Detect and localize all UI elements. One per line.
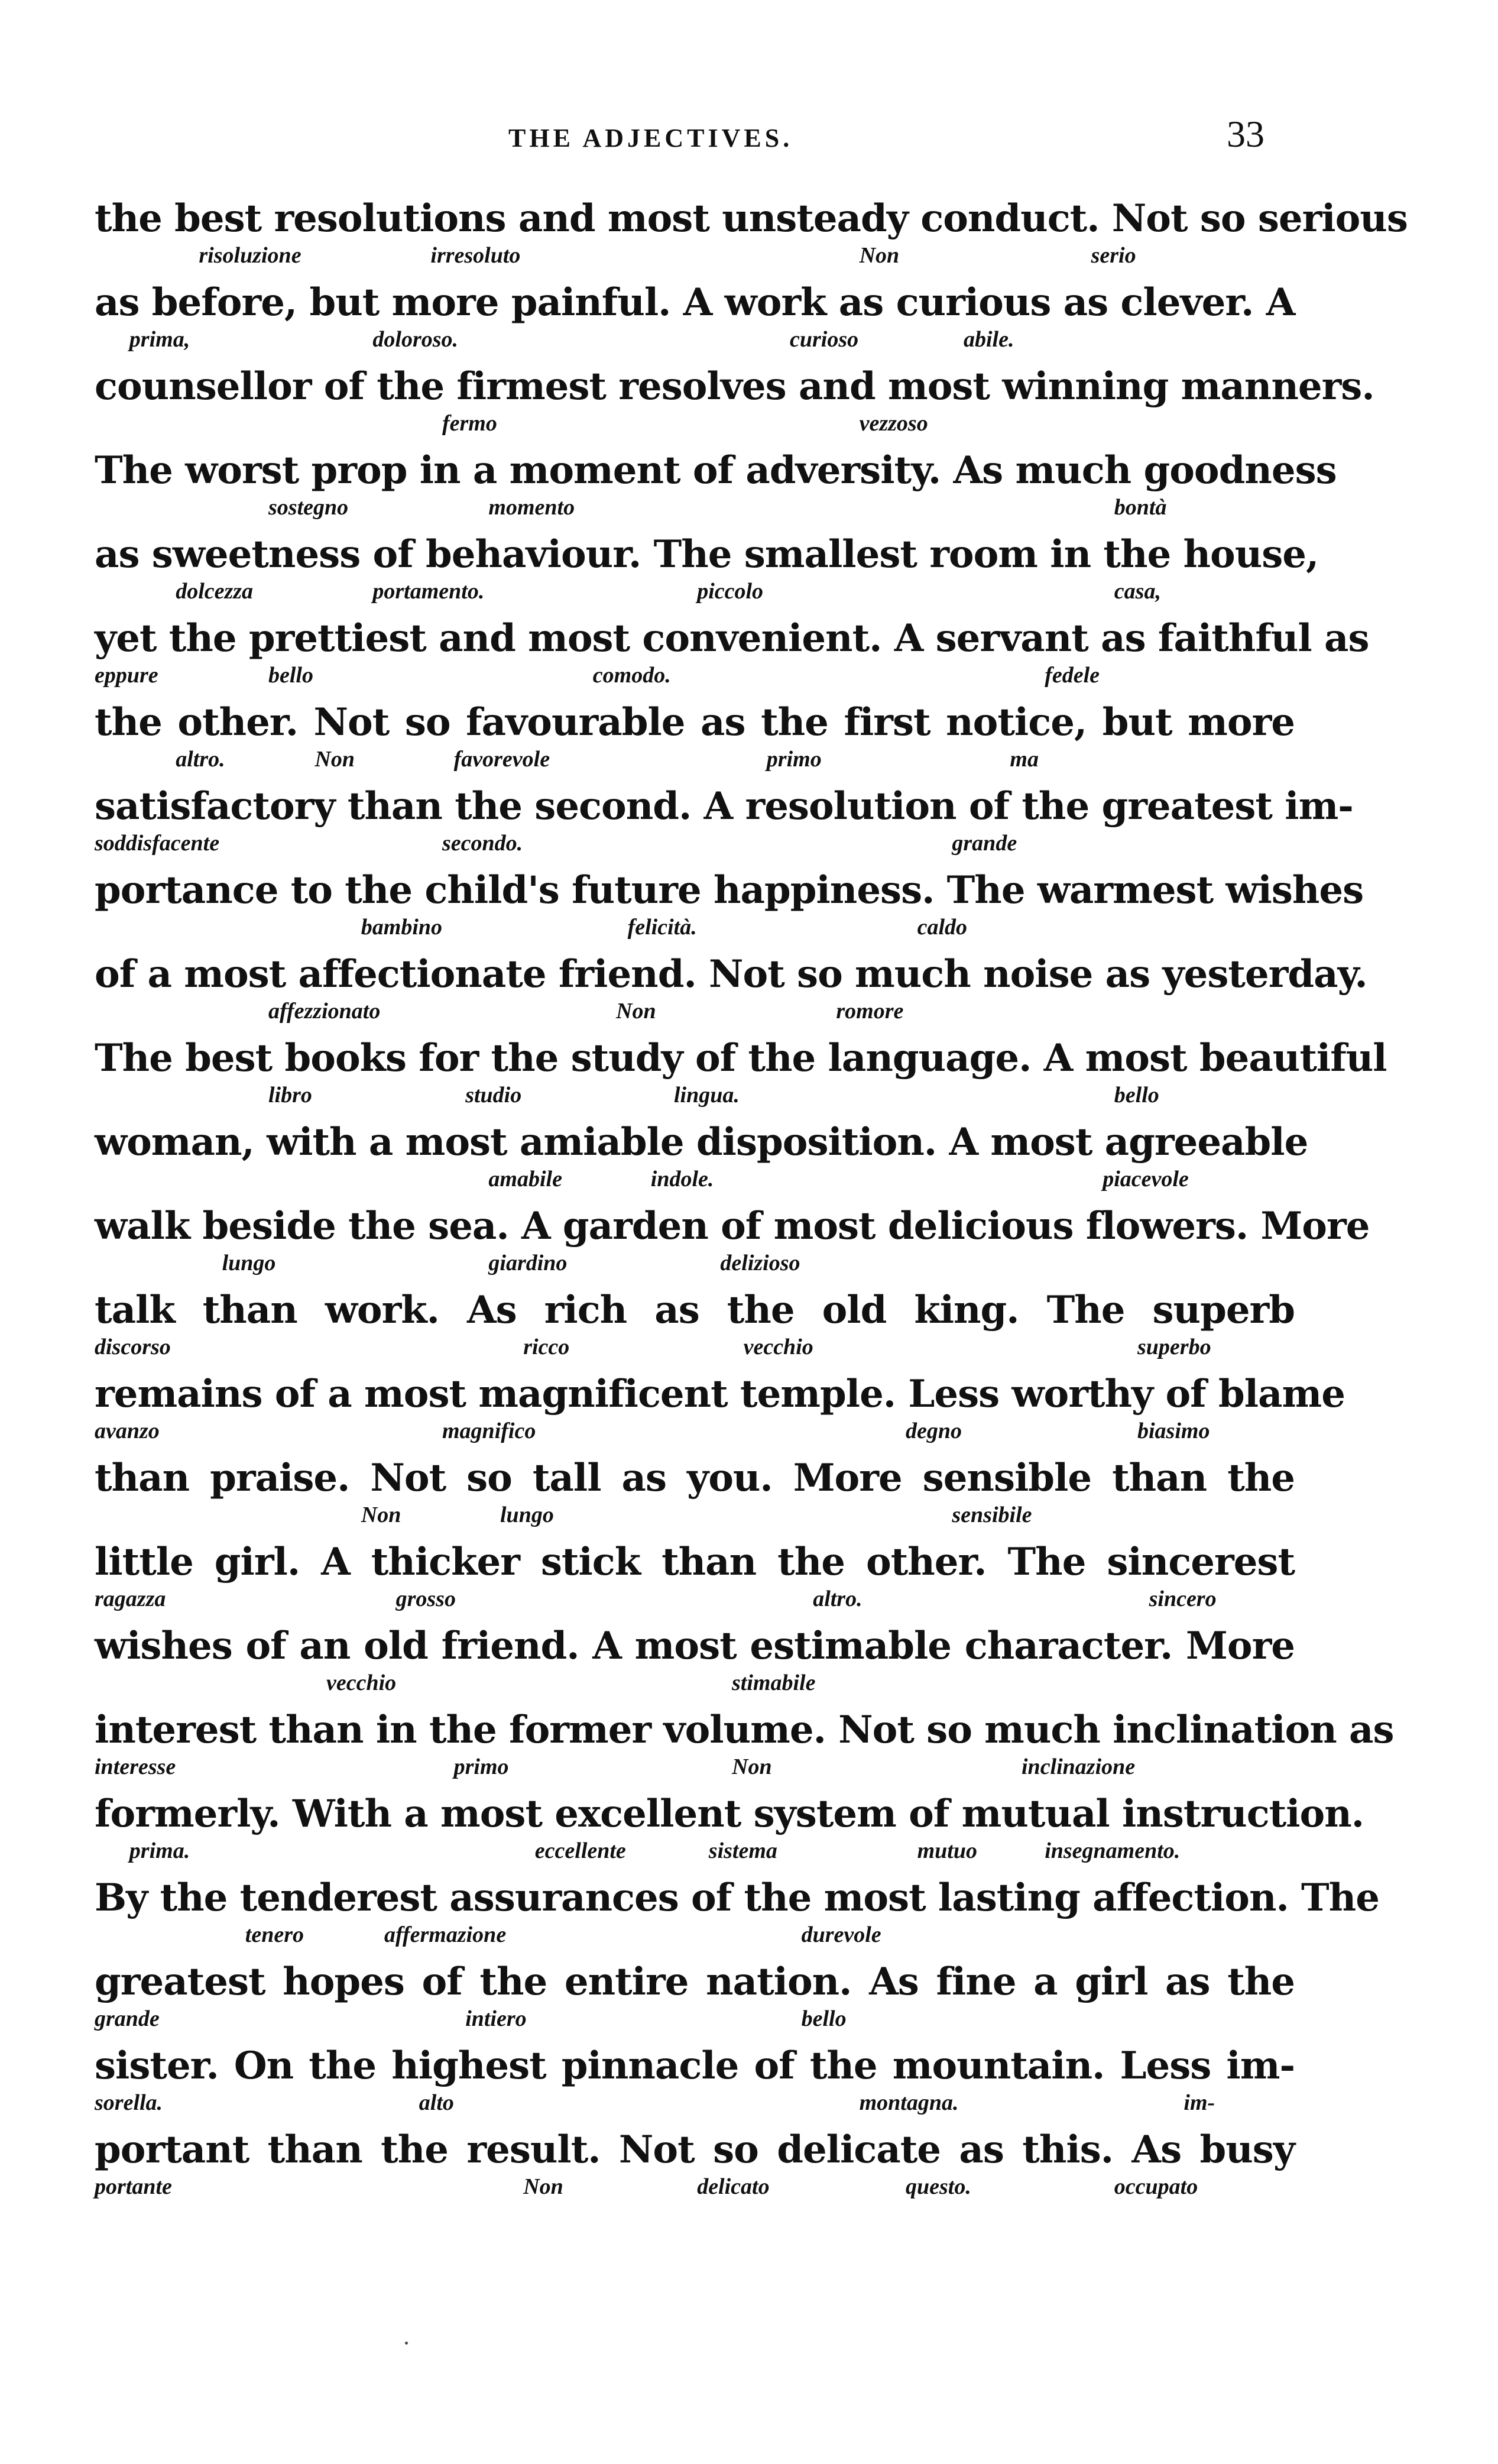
italian-gloss: Non	[859, 243, 900, 268]
italian-gloss: delicato	[697, 2174, 770, 2199]
text-line	[95, 363, 1374, 447]
english-line: than praise. Not so tall as you. More sensible than the	[95, 1456, 1295, 1500]
italian-gloss: questo.	[906, 2174, 971, 2199]
italian-gloss: momento	[488, 495, 575, 520]
italian-gloss: romore	[836, 999, 904, 1024]
italian-gloss: prima.	[129, 1838, 190, 1863]
english-line: talk than work. As rich as the old king. The superb	[95, 1288, 1295, 1332]
italian-gloss: discorso	[95, 1335, 171, 1359]
italian-gloss: occupato	[1114, 2174, 1198, 2199]
italian-gloss: alto	[419, 2090, 454, 2115]
text-line	[95, 1455, 1295, 1539]
italian-gloss: portante	[95, 2174, 172, 2199]
italian-gloss: primo	[453, 1754, 509, 1779]
italian-gloss: superbo	[1137, 1335, 1211, 1359]
english-line: counsellor of the firmest resolves and most winning manners.	[95, 364, 1374, 409]
italian-gloss: studio	[465, 1083, 522, 1108]
italian-gloss: vecchio	[743, 1335, 813, 1359]
english-line: little girl. A thicker stick than the other. The sincerest	[95, 1540, 1295, 1584]
running-header	[0, 113, 1498, 166]
italian-gloss: fedele	[1045, 663, 1100, 688]
italian-gloss: sorella.	[95, 2090, 163, 2115]
text-line	[95, 1874, 1379, 1958]
italian-gloss: degno	[906, 1419, 962, 1443]
italian-gloss: tenero	[245, 1922, 304, 1947]
italian-gloss: magnifico	[442, 1419, 536, 1443]
italian-gloss: stimabile	[732, 1670, 816, 1695]
text-line	[95, 1203, 1370, 1287]
italian-gloss: lungo	[500, 1503, 554, 1527]
italian-gloss: fermo	[442, 411, 497, 436]
italian-gloss: mutuo	[917, 1838, 977, 1863]
english-line: formerly. With a most excellent system of mutual instruction.	[95, 1792, 1364, 1836]
italian-gloss: altro.	[176, 747, 225, 772]
italian-gloss: eccellente	[534, 1838, 626, 1863]
text-line	[95, 279, 1295, 363]
italian-gloss: favorevole	[453, 747, 550, 772]
italian-gloss: inclinazione	[1022, 1754, 1136, 1779]
english-line: interest than in the former volume. Not so much inclination as	[95, 1708, 1394, 1752]
italian-gloss: portamento.	[372, 579, 485, 604]
italian-gloss: primo	[766, 747, 822, 772]
italian-gloss: sostegno	[268, 495, 349, 520]
italian-gloss: bontà	[1114, 495, 1167, 520]
english-line: The worst prop in a moment of adversity. As much goodness	[95, 448, 1337, 493]
english-line: wishes of an old friend. A most estimable character. More	[95, 1624, 1295, 1668]
text-line	[95, 1707, 1394, 1790]
italian-gloss: bello	[1114, 1083, 1159, 1108]
text-line	[95, 1287, 1295, 1371]
italian-gloss: caldo	[917, 915, 968, 940]
italian-gloss: sensibile	[952, 1503, 1032, 1527]
italian-gloss: Non	[314, 747, 355, 772]
english-line: The best books for the study of the language. A most beautiful	[95, 1036, 1387, 1080]
english-line: sister. On the highest pinnacle of the mountain. Less im-	[95, 2044, 1295, 2088]
text-line	[95, 699, 1295, 783]
italian-gloss: Non	[523, 2174, 563, 2199]
italian-gloss: bello	[268, 663, 313, 688]
page-number: 33	[1227, 113, 1264, 155]
italian-gloss: im-	[1184, 2090, 1215, 2115]
english-line: satisfactory than the second. A resolution of the greatest im-	[95, 784, 1353, 828]
english-line: woman, with a most amiable disposition. A most agreeable	[95, 1120, 1308, 1164]
italian-gloss: vecchio	[326, 1670, 397, 1695]
italian-gloss: prima,	[129, 327, 190, 352]
text-line	[95, 195, 1408, 279]
italian-gloss: eppure	[95, 663, 158, 688]
italian-gloss: interesse	[95, 1754, 176, 1779]
italian-gloss: Non	[361, 1503, 401, 1527]
italian-gloss: sincero	[1149, 1586, 1217, 1611]
italian-gloss: felicità.	[627, 915, 697, 940]
text-line	[95, 783, 1353, 867]
italian-gloss: affermazione	[384, 1922, 507, 1947]
italian-gloss: secondo.	[442, 831, 523, 856]
italian-gloss: insegnamento.	[1045, 1838, 1181, 1863]
english-line: the other. Not so favourable as the first notice, but more	[95, 700, 1295, 744]
english-line: portant than the result. Not so delicate as this. As busy	[95, 2128, 1295, 2172]
stray-mark	[405, 2342, 408, 2345]
text-line	[95, 2126, 1295, 2210]
italian-gloss: affezzionato	[268, 999, 381, 1024]
text-line	[95, 1958, 1295, 2042]
italian-gloss: durevole	[801, 1922, 881, 1947]
italian-gloss: montagna.	[859, 2090, 959, 2115]
italian-gloss: soddisfacente	[95, 831, 220, 856]
italian-gloss: abile.	[964, 327, 1014, 352]
italian-gloss: delizioso	[720, 1251, 800, 1275]
text-line	[95, 531, 1319, 615]
italian-gloss: grande	[95, 2006, 160, 2031]
italian-gloss: grosso	[395, 1586, 456, 1611]
english-line: remains of a most magnificent temple. Less worthy of blame	[95, 1372, 1345, 1416]
running-title: THE ADJECTIVES.	[508, 124, 793, 153]
italian-gloss: casa,	[1114, 579, 1161, 604]
text-line	[95, 867, 1364, 951]
italian-gloss: comodo.	[592, 663, 671, 688]
english-line: the best resolutions and most unsteady conduct. Not so serious	[95, 196, 1408, 241]
italian-gloss: piacevole	[1103, 1167, 1189, 1191]
english-line: walk beside the sea. A garden of most delicious flowers. More	[95, 1204, 1370, 1248]
italian-gloss: amabile	[488, 1167, 562, 1191]
italian-gloss: risoluzione	[199, 243, 301, 268]
italian-gloss: lungo	[222, 1251, 276, 1275]
italian-gloss: ma	[1010, 747, 1039, 772]
italian-gloss: indole.	[650, 1167, 714, 1191]
italian-gloss: avanzo	[95, 1419, 160, 1443]
italian-gloss: sistema	[708, 1838, 777, 1863]
italian-gloss: irresoluto	[430, 243, 521, 268]
english-line: as before, but more painful. A work as curious as clever. A	[95, 280, 1295, 325]
text-line	[95, 1035, 1387, 1119]
italian-gloss: altro.	[813, 1586, 863, 1611]
text-line	[95, 447, 1337, 531]
english-line: of a most affectionate friend. Not so much noise as yesterday.	[95, 952, 1367, 996]
italian-gloss: grande	[952, 831, 1017, 856]
english-line: portance to the child's future happiness. The warmest wishes	[95, 868, 1364, 912]
text-line	[95, 1371, 1345, 1455]
text-line	[95, 1790, 1364, 1874]
italian-gloss: bambino	[361, 915, 443, 940]
italian-gloss: ricco	[523, 1335, 570, 1359]
text-line	[95, 1539, 1295, 1623]
italian-gloss: Non	[732, 1754, 772, 1779]
italian-gloss: bello	[801, 2006, 847, 2031]
italian-gloss: ragazza	[95, 1586, 166, 1611]
text-line	[95, 2042, 1295, 2126]
italian-gloss: curioso	[790, 327, 859, 352]
text-line	[95, 951, 1367, 1035]
italian-gloss: biasimo	[1137, 1419, 1210, 1443]
italian-gloss: serio	[1091, 243, 1136, 268]
exercise-text	[95, 195, 1408, 2210]
italian-gloss: libro	[268, 1083, 312, 1108]
italian-gloss: Non	[616, 999, 656, 1024]
english-line: greatest hopes of the entire nation. As fine a girl as the	[95, 1960, 1295, 2004]
italian-gloss: vezzoso	[859, 411, 928, 436]
italian-gloss: intiero	[465, 2006, 527, 2031]
english-line: as sweetness of behaviour. The smallest room in the house,	[95, 532, 1319, 577]
italian-gloss: giardino	[488, 1251, 568, 1275]
italian-gloss: piccolo	[697, 579, 764, 604]
italian-gloss: lingua.	[674, 1083, 740, 1108]
text-line	[95, 615, 1369, 699]
english-line: By the tenderest assurances of the most lasting affection. The	[95, 1876, 1379, 1920]
italian-gloss: doloroso.	[372, 327, 459, 352]
text-line	[95, 1623, 1295, 1707]
english-line: yet the prettiest and most convenient. A servant as faithful as	[95, 616, 1369, 660]
italian-gloss: dolcezza	[176, 579, 254, 604]
text-line	[95, 1119, 1308, 1203]
